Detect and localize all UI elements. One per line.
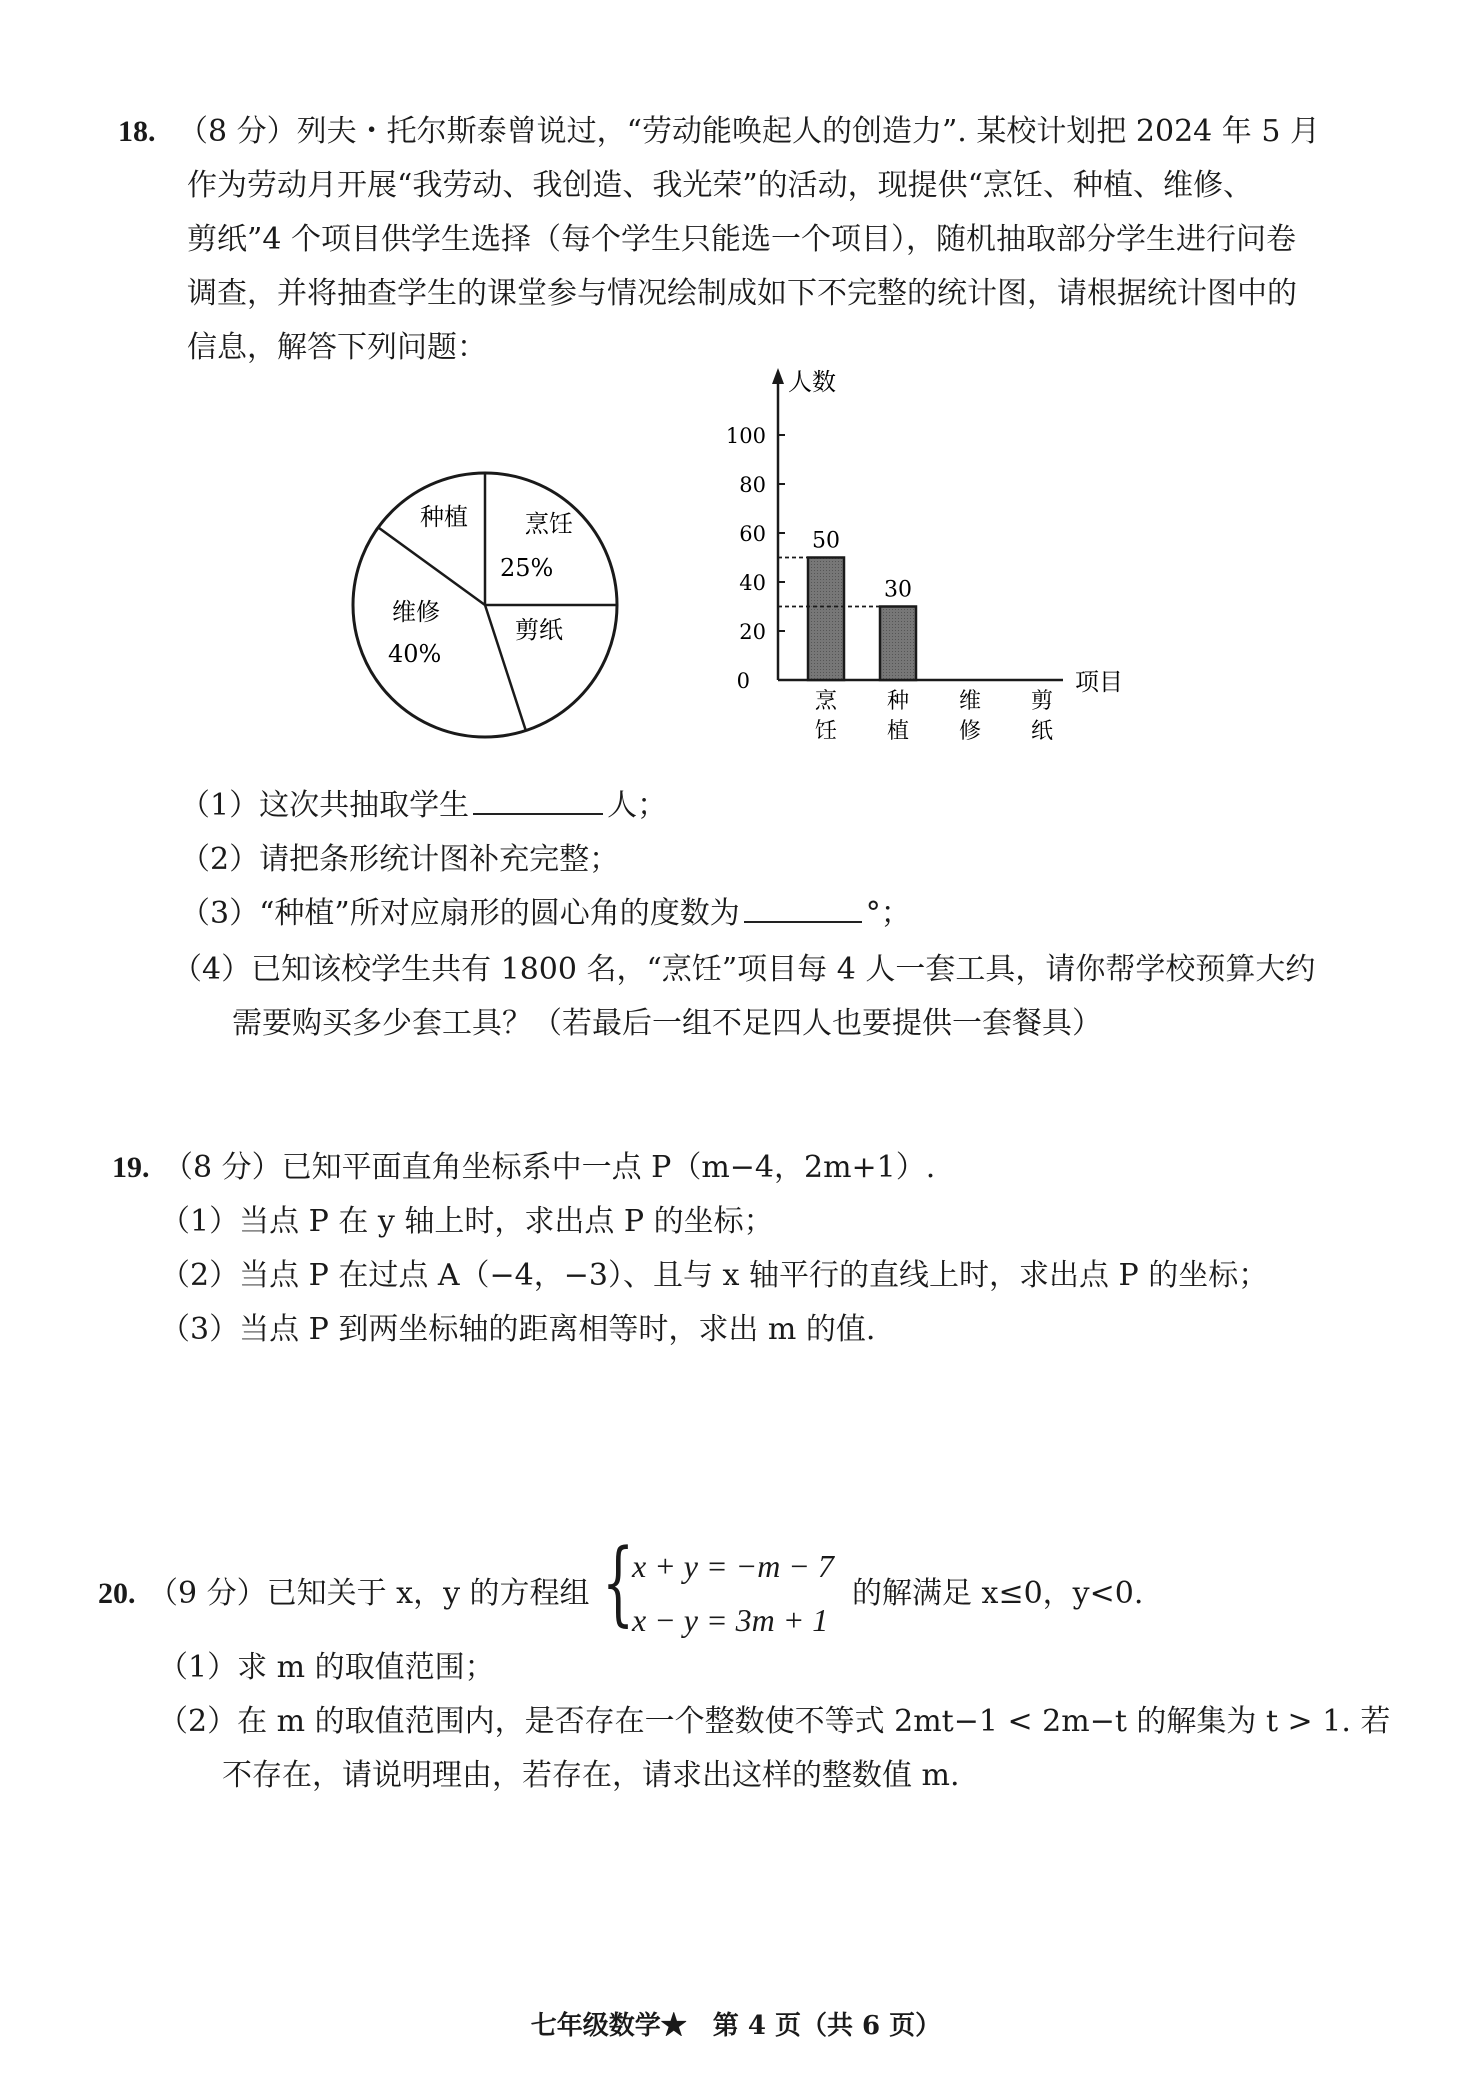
y-tick-label: 40 xyxy=(739,571,766,595)
equation-1: x + y = −m − 7 xyxy=(632,1548,834,1584)
q18-sub3-text: （3）“种植”所对应扇形的圆心角的度数为 xyxy=(180,896,740,931)
pie-percent-cooking: 25% xyxy=(500,554,554,582)
x-category-label: 剪 xyxy=(1030,689,1054,714)
y-tick-label: 60 xyxy=(739,522,766,546)
q18-sub1 xyxy=(180,786,667,826)
x-category-label: 植 xyxy=(886,719,910,744)
q18-line-1: （8 分）列夫・托尔斯泰曾说过，“劳动能唤起人的创造力”. 某校计划把 2024 年 5 月 xyxy=(178,114,1320,149)
q18-line-2: 作为劳动月开展“我劳动、我创造、我光荣”的活动，现提供“烹饪、种植、维修、 xyxy=(187,168,1254,203)
q20-sub2-line-2: 不存在，请说明理由，若存在，请求出这样的整数值 m. xyxy=(222,1758,960,1793)
x-axis-label: 项目 xyxy=(1075,668,1123,696)
page-footer: 七年级数学★ 第 4 页（共 6 页） xyxy=(530,2011,942,2041)
y-tick-label: 0 xyxy=(736,669,750,693)
pie-percent-repair: 40% xyxy=(388,640,442,668)
answer-blank-1[interactable] xyxy=(473,787,603,815)
x-category-label: 修 xyxy=(958,719,982,744)
y-axis-label: 人数 xyxy=(788,368,836,396)
q20-line-1: （9 分）已知关于 x，y 的方程组 xyxy=(148,1576,590,1611)
x-category-label: 烹 xyxy=(814,689,838,714)
q18-number: 18. xyxy=(118,115,156,148)
q18-sub1-text: （1）这次共抽取学生 xyxy=(180,788,470,823)
q18-line-4: 调查，并将抽查学生的课堂参与情况绘制成如下不完整的统计图，请根据统计图中的 xyxy=(187,276,1297,311)
q19-sub2: （2）当点 P 在过点 A（−4，−3）、且与 x 轴平行的直线上时，求出点 P 的坐标； xyxy=(160,1258,1269,1293)
x-category-label: 饪 xyxy=(814,719,838,744)
q20-sub2-line-1: （2）在 m 的取值范围内，是否存在一个整数使不等式 2mt−1 < 2m−t 的解集为 t > 1. 若 xyxy=(158,1704,1391,1739)
q20-number: 20. xyxy=(98,1577,136,1610)
q18-sub3-unit: °； xyxy=(865,896,911,931)
pie-label-papercut: 剪纸 xyxy=(515,616,563,644)
answer-blank-3[interactable] xyxy=(744,895,862,923)
q18-sub2: （2）请把条形统计图补充完整； xyxy=(180,842,620,877)
q18-sub1-unit: 人； xyxy=(607,788,668,823)
pie-chart xyxy=(340,460,630,750)
q18-line-3: 剪纸”4 个项目供学生选择（每个学生只能选一个项目），随机抽取部分学生进行问卷 xyxy=(187,222,1296,257)
y-tick-label: 100 xyxy=(725,424,766,448)
x-category-label: 纸 xyxy=(1030,719,1054,744)
x-category-label: 维 xyxy=(958,689,982,714)
q20-line-1-tail: 的解满足 x≤0，y<0. xyxy=(852,1576,1144,1611)
bar-0 xyxy=(808,558,844,681)
bar-1 xyxy=(880,607,916,681)
y-axis-arrow xyxy=(772,368,784,384)
y-tick-label: 20 xyxy=(739,620,766,644)
q19-sub3: （3）当点 P 到两坐标轴的距离相等时，求出 m 的值. xyxy=(160,1312,876,1347)
pie-label-cooking: 烹饪 xyxy=(525,510,573,538)
bar-chart xyxy=(718,360,1148,760)
pie-label-repair: 维修 xyxy=(392,598,440,626)
pie-divider-3 xyxy=(378,527,485,605)
q18-sub3 xyxy=(180,894,911,934)
pie-label-planting: 种植 xyxy=(420,503,468,531)
q18-sub4-line-1: （4）已知该校学生共有 1800 名，“烹饪”项目每 4 人一套工具，请你帮学校预算大约 xyxy=(172,952,1316,987)
q19-sub1: （1）当点 P 在 y 轴上时，求出点 P 的坐标； xyxy=(160,1204,774,1239)
equation-brace: { xyxy=(602,1529,635,1636)
q19-line-1: （8 分）已知平面直角坐标系中一点 P（m−4，2m+1）. xyxy=(163,1150,936,1185)
bar-value-label-1: 30 xyxy=(884,577,912,603)
q19-number: 19. xyxy=(112,1151,150,1184)
q18-sub4-line-2: 需要购买多少套工具？（若最后一组不足四人也要提供一套餐具） xyxy=(232,1006,1102,1041)
y-tick-label: 80 xyxy=(739,473,766,497)
x-category-label: 种 xyxy=(886,689,910,714)
bar-value-label-0: 50 xyxy=(812,528,840,554)
q20-sub1: （1）求 m 的取值范围； xyxy=(158,1650,495,1685)
equation-2: x − y = 3m + 1 xyxy=(632,1602,829,1638)
q18-line-5: 信息，解答下列问题： xyxy=(187,330,487,365)
